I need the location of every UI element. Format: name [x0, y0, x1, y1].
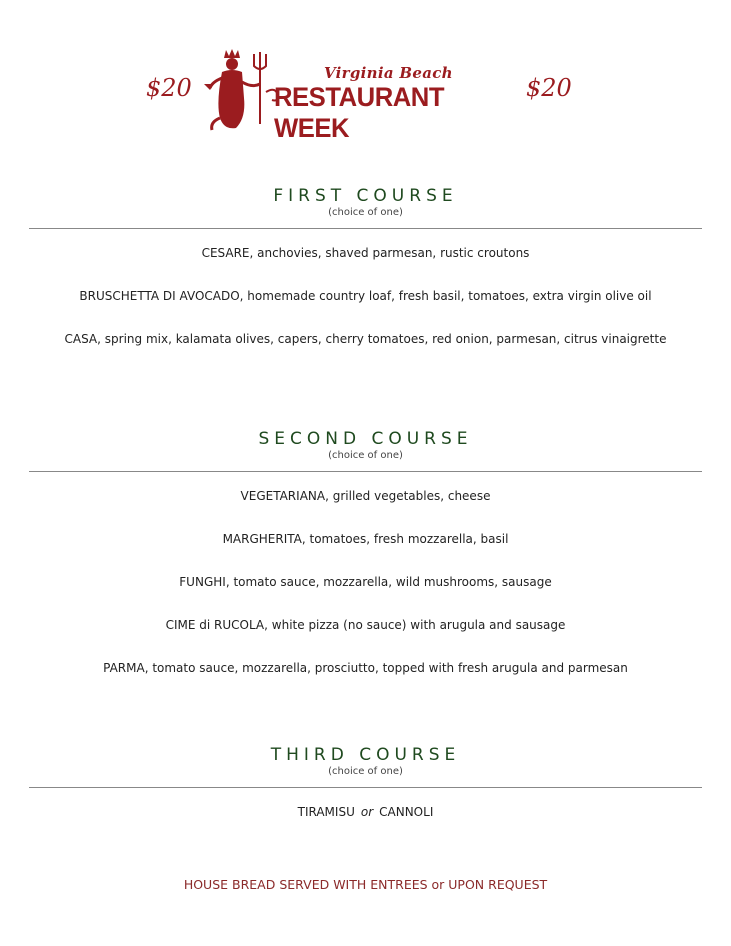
- restaurant-week-logo: [204, 48, 514, 143]
- dessert-option-b: CANNOLI: [379, 805, 434, 819]
- menu-item: BRUSCHETTA DI AVOCADO, homemade country loaf, fresh basil, tomatoes, extra virgin olive oil: [79, 289, 652, 303]
- neptune-figure-icon: [204, 48, 284, 132]
- header: [0, 44, 731, 143]
- footer-note: HOUSE BREAD SERVED WITH ENTREES or UPON REQUEST: [183, 877, 548, 892]
- logo-main-text: RESTAURANT WEEK: [274, 82, 445, 143]
- menu-item: CIME di RUCOLA, white pizza (no sauce) with arugula and sausage: [165, 618, 566, 632]
- section-divider: [29, 787, 702, 788]
- section-subtitle: (choice of one): [328, 450, 403, 461]
- price-left: $20: [146, 74, 192, 102]
- section-subtitle: (choice of one): [328, 207, 403, 218]
- section-divider: [29, 471, 702, 472]
- menu-item: FUNGHI, tomato sauce, mozzarella, wild mushrooms, sausage: [179, 575, 552, 589]
- section-title: FIRST COURSE: [273, 186, 458, 206]
- section-title: SECOND COURSE: [258, 429, 473, 449]
- dessert-item: [0, 805, 731, 819]
- menu-item: MARGHERITA, tomatoes, fresh mozzarella, basil: [222, 532, 509, 546]
- section-divider: [29, 228, 702, 229]
- dessert-option-a: TIRAMISU: [297, 805, 355, 819]
- menu-item: CASA, spring mix, kalamata olives, capers, cherry tomatoes, red onion, parmesan, citrus vinaigrette: [64, 332, 667, 346]
- menu-item: CESARE, anchovies, shaved parmesan, rustic croutons: [201, 246, 530, 260]
- third-course-heading: [0, 745, 731, 778]
- menu-item: VEGETARIANA, grilled vegetables, cheese: [240, 489, 491, 503]
- or-text: or: [360, 805, 374, 819]
- logo-script-text: Virginia Beach: [324, 64, 453, 82]
- price-right: $20: [526, 74, 572, 102]
- section-title: THIRD COURSE: [270, 745, 461, 765]
- first-course-heading: [0, 186, 731, 219]
- menu-item: PARMA, tomato sauce, mozzarella, prosciutto, topped with fresh arugula and parmesan: [103, 661, 628, 675]
- second-course-heading: [0, 429, 731, 462]
- section-subtitle: (choice of one): [328, 766, 403, 777]
